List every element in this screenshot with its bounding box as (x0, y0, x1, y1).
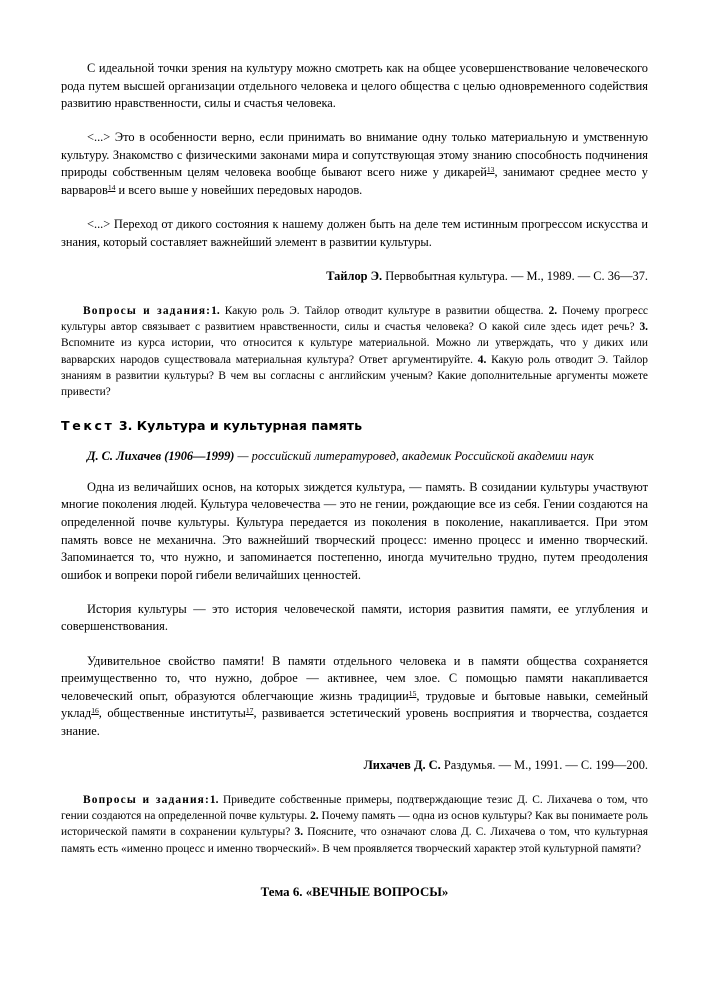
section-heading-text-3 (61, 417, 648, 435)
author-bio-likhachev (61, 448, 648, 466)
source-details: Раздумья. — М., 1991. — С. 199—200. (440, 758, 648, 773)
paragraph-text-part: , занимают среднее место у варваров (61, 165, 649, 198)
spacer (61, 857, 648, 874)
spacer (61, 466, 648, 479)
section-heading-label: Текст (61, 418, 115, 434)
question-number: 3. (294, 826, 304, 839)
spacer (61, 775, 648, 792)
question-text: Какую роль Э. Тайлор отводит культуре в развитии общества. (219, 304, 549, 317)
spacer (61, 251, 648, 268)
paragraph-likhachev-history-of-culture: История культуры — это история человеческой памяти, история развития памяти, ее углубления и совершенствования. (61, 601, 648, 634)
footnote-ref-16[interactable]: 16 (91, 706, 99, 716)
text-column (61, 60, 648, 901)
paragraph-likhachev-memory-property (61, 653, 648, 741)
footnote-ref-13[interactable]: 13 (486, 165, 495, 175)
paragraph-tylor-material-culture (61, 129, 648, 199)
section-heading-title: 3. Культура и культурная память (114, 418, 363, 434)
paragraph-text-part: <...> Это в особенности верно, если принимать во внимание одну только материальную и умственную культуру. Знакомство с физическими законами мира и сопутствующая этому знанию способность подчинения природы собственным целям человека вообще бывают всего ниже у дикарей (61, 130, 648, 180)
paragraph-text-part: , развивается эстетический уровень восприятия и творчества, создается знание. (61, 706, 648, 738)
spacer (61, 740, 648, 757)
question-text: Какую роль отводит Э. Тайлор знаниям в развитии культуры? В чем вы согласны с английским ученым? Какие дополнительные аргументы можете привести? (61, 353, 648, 398)
author-description: — российский литературовед, академик Российской академии наук (234, 449, 594, 464)
paragraph-text-part: и всего выше у новейших передовых народов. (115, 183, 363, 198)
spacer (61, 874, 648, 883)
author-name: Д. С. Лихачев (1906—1999) (87, 449, 235, 464)
question-text: Почему прогресс культуры автор связывает с развитием нравственности, силы и счастья человека? О какой силе здесь идет речь? (61, 304, 648, 334)
footnote-ref-15[interactable]: 15 (408, 688, 417, 698)
question-number: 1. (211, 304, 220, 317)
question-text: Почему память — одна из основ культуры? Как вы понимаете роль исторической памяти в сохранении культуры? (61, 810, 648, 839)
source-attribution-likhachev (61, 757, 648, 775)
questions-heading: Вопросы и задания: (83, 304, 212, 317)
spacer (61, 400, 648, 417)
question-number: 4. (477, 353, 487, 366)
question-number: 2. (310, 810, 319, 823)
question-number: 3. (639, 321, 648, 334)
spacer (61, 286, 648, 303)
source-author-name: Тайлор Э. (326, 269, 383, 284)
source-details: Первобытная культура. — М., 1989. — С. 36—37. (382, 269, 648, 284)
footnote-ref-17[interactable]: 17 (245, 706, 254, 716)
question-text: Поясните, что означают слова Д. С. Лихачева о том, что культурная память есть «именно процесс и именно творческий». В чем проявляется творческий характер этой культурной памяти? (61, 826, 649, 855)
paragraph-text-part: , трудовые и бытовые навыки, семейный уклад (61, 688, 648, 721)
question-text: Приведите собственные примеры, подтверждающие тезис Д. С. Лихачева о том, что гении создаются на определенной почве культуры. (61, 794, 649, 823)
footnote-ref-14[interactable]: 14 (107, 182, 116, 192)
paragraph-likhachev-memory-foundation: Одна из величайших основ, на которых зиждется культура, — память. В созидании культуры участвуют многие поколения людей. Культура человечества — это не гении, рождающие все из себя. Гении создаются на определенной почве культуры. Культура передается из поколения в поколение, накапливается. При этом память вовсе не механична. Это важнейший творческий процесс: именно процесс и именно творческий. Запоминается то, что нужно, и запоминается постепенно, иногда мучительно трудно, путем преодоления ошибок и вопреки порой гибели величайших ценностей. (61, 479, 648, 582)
questions-block-tylor (61, 303, 648, 400)
paragraph-text-part: Удивительное свойство памяти! В памяти отдельного человека и в памяти общества сохраняется преимущественно то, что нужно, доброе — активнее, чем злое. С помощью памяти накапливается человеческий опыт, образуются облегчающие жизнь традиции (61, 653, 648, 703)
paragraph-text-part: , общественные институты (98, 706, 246, 721)
paragraph-tylor-progress: <...> Переход от дикого состояния к нашему должен быть на деле тем истинным прогрессом искусства и знания, который составляет важнейший элемент в развитии культуры. (61, 217, 648, 249)
spacer (61, 435, 648, 448)
question-text: Вспомните из курса истории, что относится к культуре материальной. Можно ли утверждать, что у диких или варварских народов существовала материальная культура? Ответ аргументируйте. (61, 337, 648, 366)
source-attribution-tylor (61, 268, 648, 286)
question-number: 2. (548, 304, 558, 317)
questions-block-likhachev (61, 792, 648, 857)
source-author-name: Лихачев Д. С. (363, 758, 441, 773)
question-number: 1. (209, 794, 219, 807)
questions-heading: Вопросы и задания: (83, 794, 210, 807)
theme-heading-6: Тема 6. «ВЕЧНЫЕ ВОПРОСЫ» (260, 884, 449, 899)
paragraph-tylor-ideal-view: С идеальной точки зрения на культуру можно смотреть как на общее усовершенствование человеческого рода путем высшей организации отдельного человека и целого общества с целью одновременного содействия развитию нравственности, силы и счастья человека. (61, 61, 648, 111)
